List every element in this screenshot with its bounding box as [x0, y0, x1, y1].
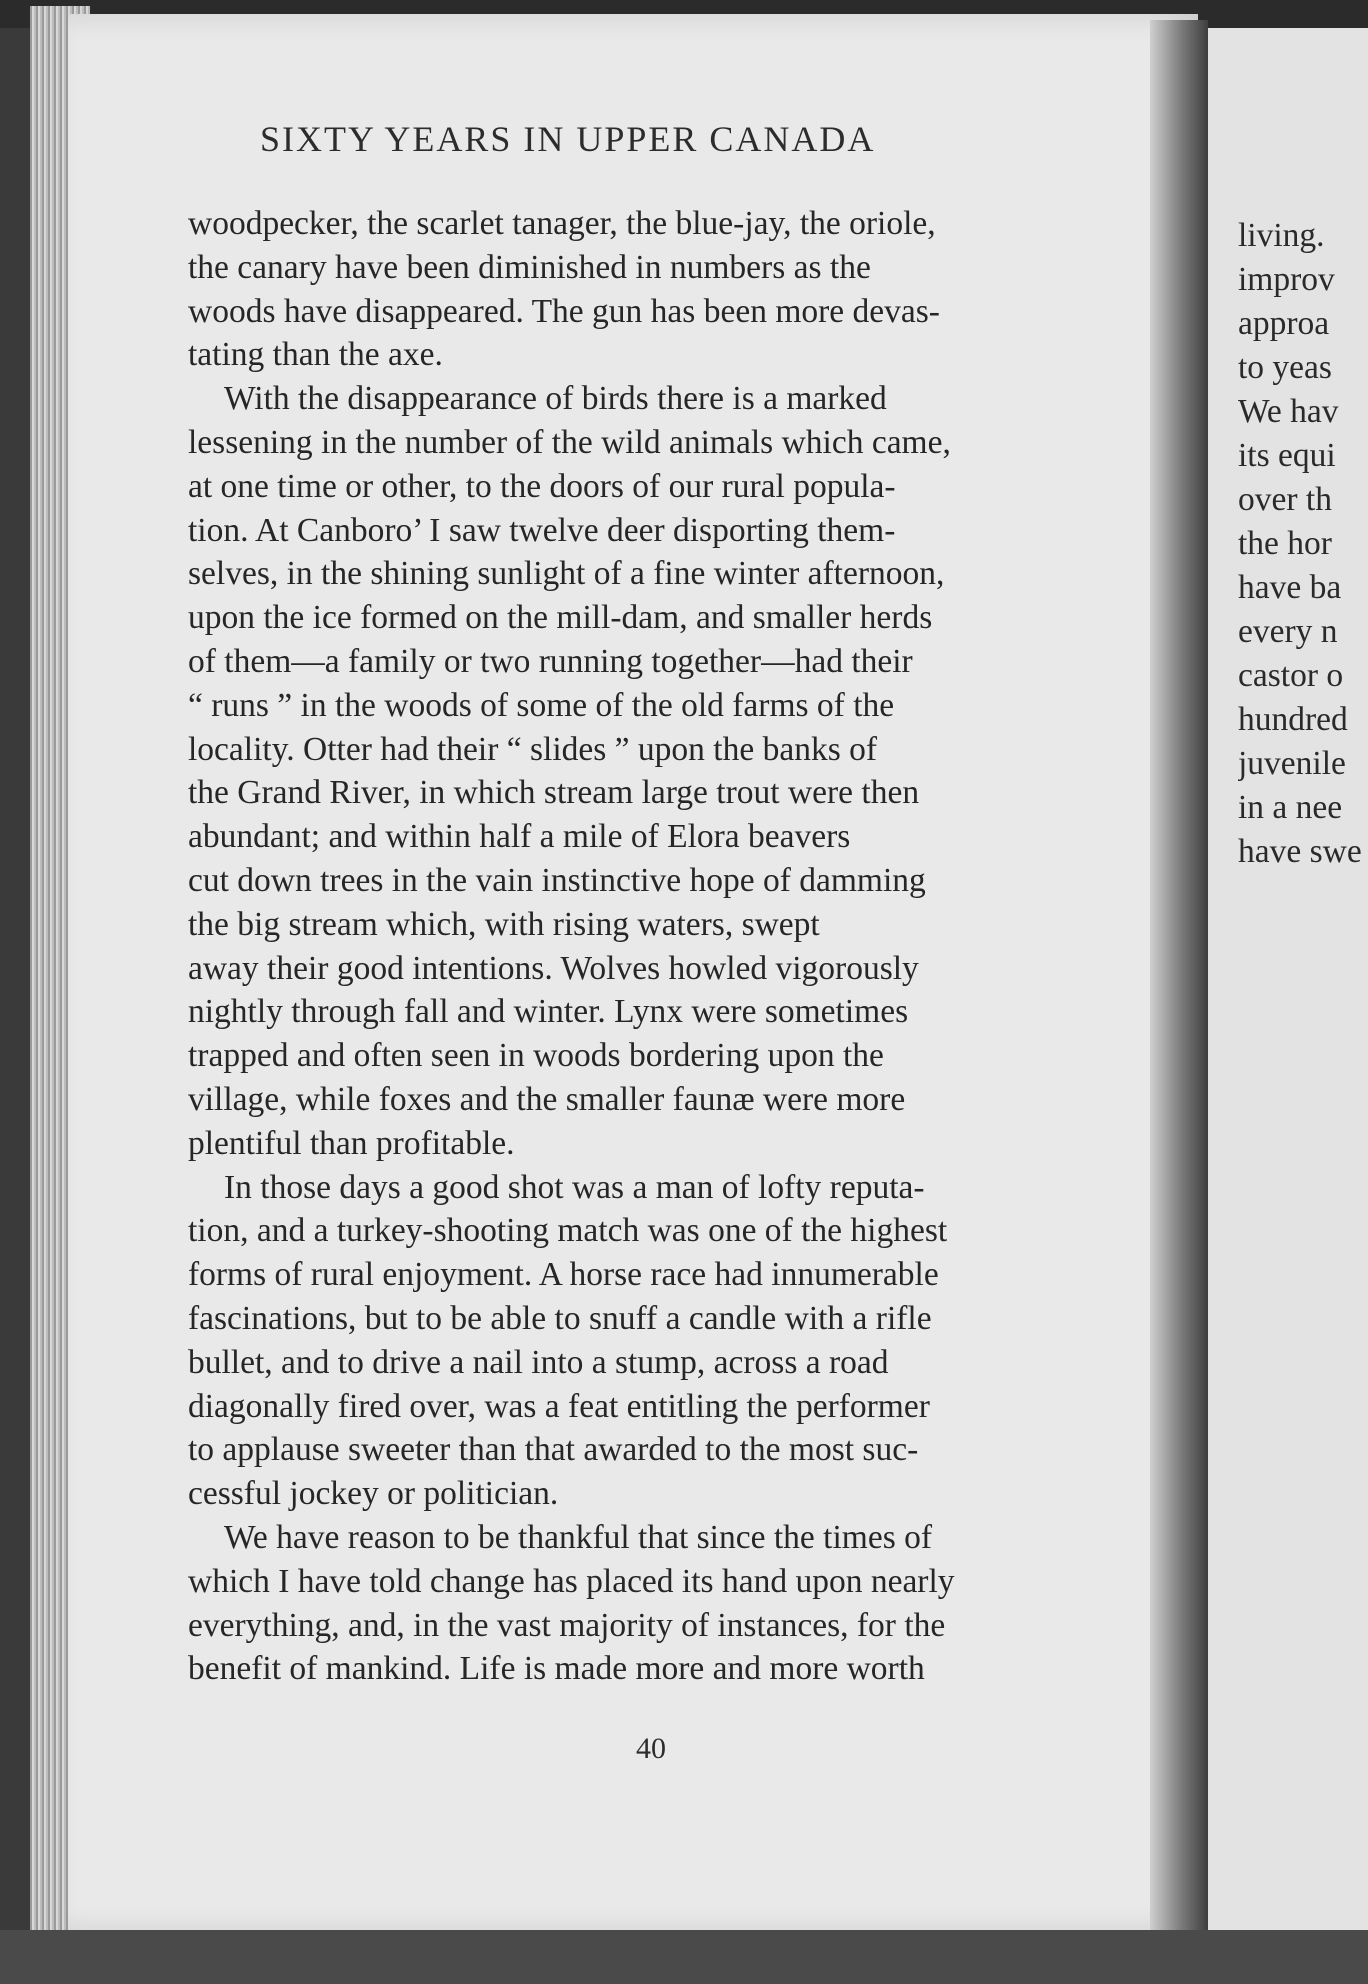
text-line: the Grand River, in which stream large trout were then: [188, 774, 920, 812]
page-number: 40: [636, 1732, 666, 1765]
facing-text-line: its equi: [1238, 437, 1336, 474]
facing-text-line: over th: [1238, 481, 1332, 518]
text-line: of them—a family or two running together—had their: [188, 642, 913, 680]
facing-text-line: hundred: [1238, 701, 1348, 738]
text-line: village, while foxes and the smaller faunæ were more: [188, 1080, 906, 1118]
text-line: selves, in the shining sunlight of a fine winter afternoon,: [188, 555, 945, 593]
text-line: bullet, and to drive a nail into a stump, across a road: [188, 1343, 889, 1381]
text-line: which I have told change has placed its hand upon nearly: [188, 1562, 955, 1600]
text-line: We have reason to be thankful that since the times of: [224, 1518, 933, 1556]
facing-text-line: castor o: [1238, 657, 1344, 694]
text-line: at one time or other, to the doors of our rural popula-: [188, 467, 896, 505]
body-text: [188, 202, 1148, 1691]
text-line: diagonally fired over, was a feat entitling the performer: [188, 1387, 930, 1425]
text-line: tion. At Canboro’ I saw twelve deer disporting them-: [188, 511, 896, 549]
facing-text-line: the hor: [1238, 525, 1332, 562]
text-line: “ runs ” in the woods of some of the old farms of the: [188, 686, 895, 724]
text-line: cessful jockey or politician.: [188, 1475, 559, 1513]
text-line: the canary have been diminished in numbers as the: [188, 248, 871, 286]
text-line: away their good intentions. Wolves howled vigorously: [188, 949, 919, 987]
facing-text-line: have ba: [1238, 569, 1342, 606]
facing-text-line: improv: [1238, 261, 1335, 298]
text-line: abundant; and within half a mile of Elora beavers: [188, 818, 851, 856]
text-line: cut down trees in the vain instinctive hope of damming: [188, 861, 926, 899]
text-line: nightly through fall and winter. Lynx were sometimes: [188, 993, 909, 1031]
book-gutter: [1150, 20, 1208, 1940]
text-line: fascinations, but to be able to snuff a candle with a rifle: [188, 1299, 932, 1337]
text-line: upon the ice formed on the mill-dam, and smaller herds: [188, 599, 933, 637]
facing-text-line: to yeas: [1238, 349, 1332, 386]
text-line: locality. Otter had their “ slides ” upon the banks of: [188, 730, 878, 768]
facing-text-line: have swe: [1238, 833, 1362, 870]
text-line: In those days a good shot was a man of lofty reputa-: [224, 1168, 925, 1206]
text-line: forms of rural enjoyment. A horse race had innumerable: [188, 1256, 939, 1294]
running-head: SIXTY YEARS IN UPPER CANADA: [260, 119, 876, 159]
facing-text-line: We hav: [1238, 393, 1339, 430]
facing-page-text: [1238, 214, 1368, 874]
text-line: woodpecker, the scarlet tanager, the blue-jay, the oriole,: [188, 205, 936, 242]
facing-text-line: every n: [1238, 613, 1338, 650]
facing-text-line: in a nee: [1238, 789, 1343, 826]
text-line: tating than the axe.: [188, 336, 443, 374]
text-line: With the disappearance of birds there is a marked: [224, 380, 887, 418]
text-line: everything, and, in the vast majority of instances, for the: [188, 1606, 946, 1644]
text-line: benefit of mankind. Life is made more and more worth: [188, 1650, 925, 1688]
background-bottom: [0, 1930, 1368, 1984]
facing-text-line: juvenile: [1238, 745, 1346, 782]
facing-text-line: approa: [1238, 305, 1330, 342]
text-line: to applause sweeter than that awarded to the most suc-: [188, 1431, 919, 1469]
text-line: plentiful than profitable.: [188, 1124, 515, 1162]
text-line: trapped and often seen in woods bordering upon the: [188, 1037, 884, 1075]
text-line: lessening in the number of the wild animals which came,: [188, 423, 951, 461]
text-line: the big stream which, with rising waters, swept: [188, 905, 820, 943]
text-line: tion, and a turkey-shooting match was one of the highest: [188, 1212, 948, 1250]
facing-text-line: living.: [1238, 217, 1325, 254]
text-line: woods have disappeared. The gun has been more devas-: [188, 292, 940, 330]
